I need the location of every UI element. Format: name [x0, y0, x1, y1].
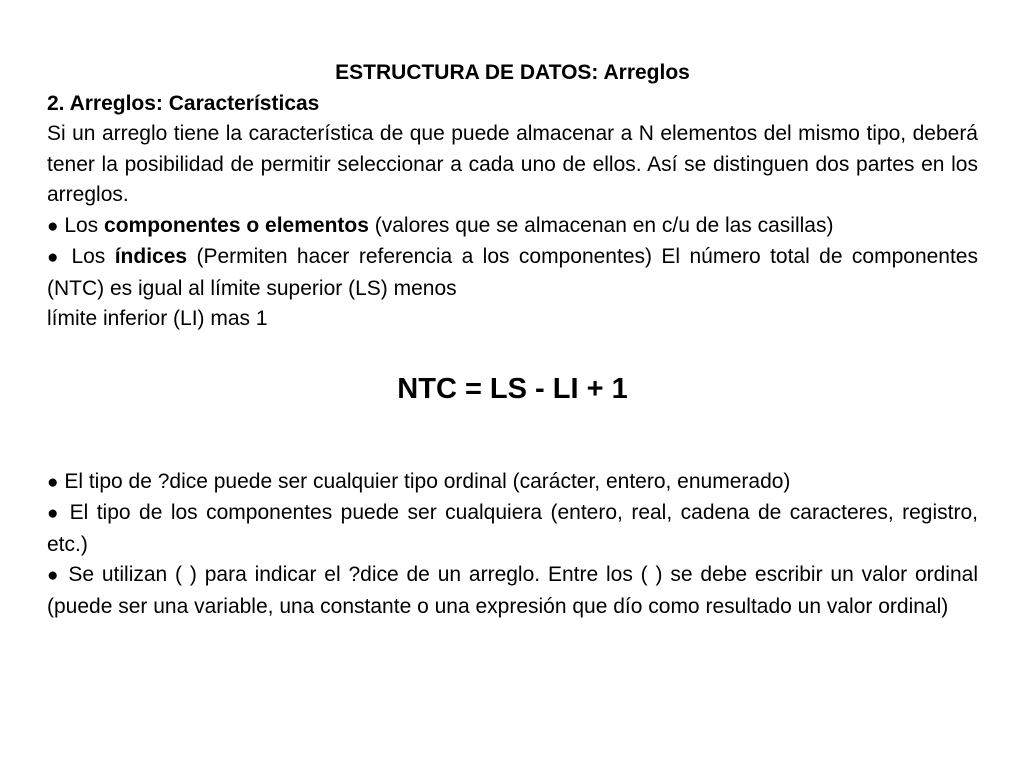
formula: NTC = LS - LI + 1	[397, 372, 628, 405]
bullet-parentheses-text: Se utilizan ( ) para indicar el ?dice de un arreglo. Entre los ( ) se debe escribir un valor ordinal (puede ser una variable, una constante o una expresión que dío como resultado un valor ordinal)	[47, 563, 978, 618]
bullet-components-bold: componentes o elementos	[104, 213, 369, 237]
slide-title: ESTRUCTURA DE DATOS: Arreglos	[335, 61, 690, 84]
bullet-component-type-text: El tipo de los componentes puede ser cualquiera (entero, real, cadena de caracteres, registro, etc.)	[47, 501, 978, 556]
bullet-components-suffix: (valores que se almacenan en c/u de las casillas)	[368, 213, 834, 237]
section-subtitle: 2. Arreglos: Características	[47, 91, 320, 115]
bullet-icon: ●	[47, 215, 59, 237]
bullet-indices-prefix: Los	[62, 245, 115, 268]
bullet-component-type	[47, 498, 978, 560]
bullet-indices-bold: índices	[114, 245, 188, 268]
bullet-parentheses	[47, 560, 978, 622]
bullet-indices	[47, 242, 978, 304]
bullet-index-type-text: El tipo de ?dice puede ser cualquier tipo ordinal (carácter, entero, enumerado)	[58, 469, 791, 493]
bullet-icon: ●	[47, 503, 62, 524]
bullet-components-prefix: Los	[58, 213, 105, 237]
slide-content	[47, 58, 978, 622]
intro-paragraph: Si un arreglo tiene la característica de que puede almacenar a N elementos del mismo tipo, deberá tener la posibilidad de permitir seleccionar a cada uno de ellos. Así se distinguen dos partes en los arreglos.	[47, 122, 978, 206]
bullet-index-type	[47, 467, 978, 499]
bullet-components	[47, 211, 978, 243]
bullet-icon: ●	[47, 471, 59, 493]
bullet-icon: ●	[47, 247, 63, 268]
bullet-indices-suffix: (Permiten hacer referencia a los componentes) El número total de componentes (NTC) es igual al límite superior (LS) menos	[47, 245, 978, 300]
bullet-icon: ●	[47, 565, 61, 586]
bullet-indices-continuation: límite inferior (LI) mas 1	[47, 307, 268, 330]
